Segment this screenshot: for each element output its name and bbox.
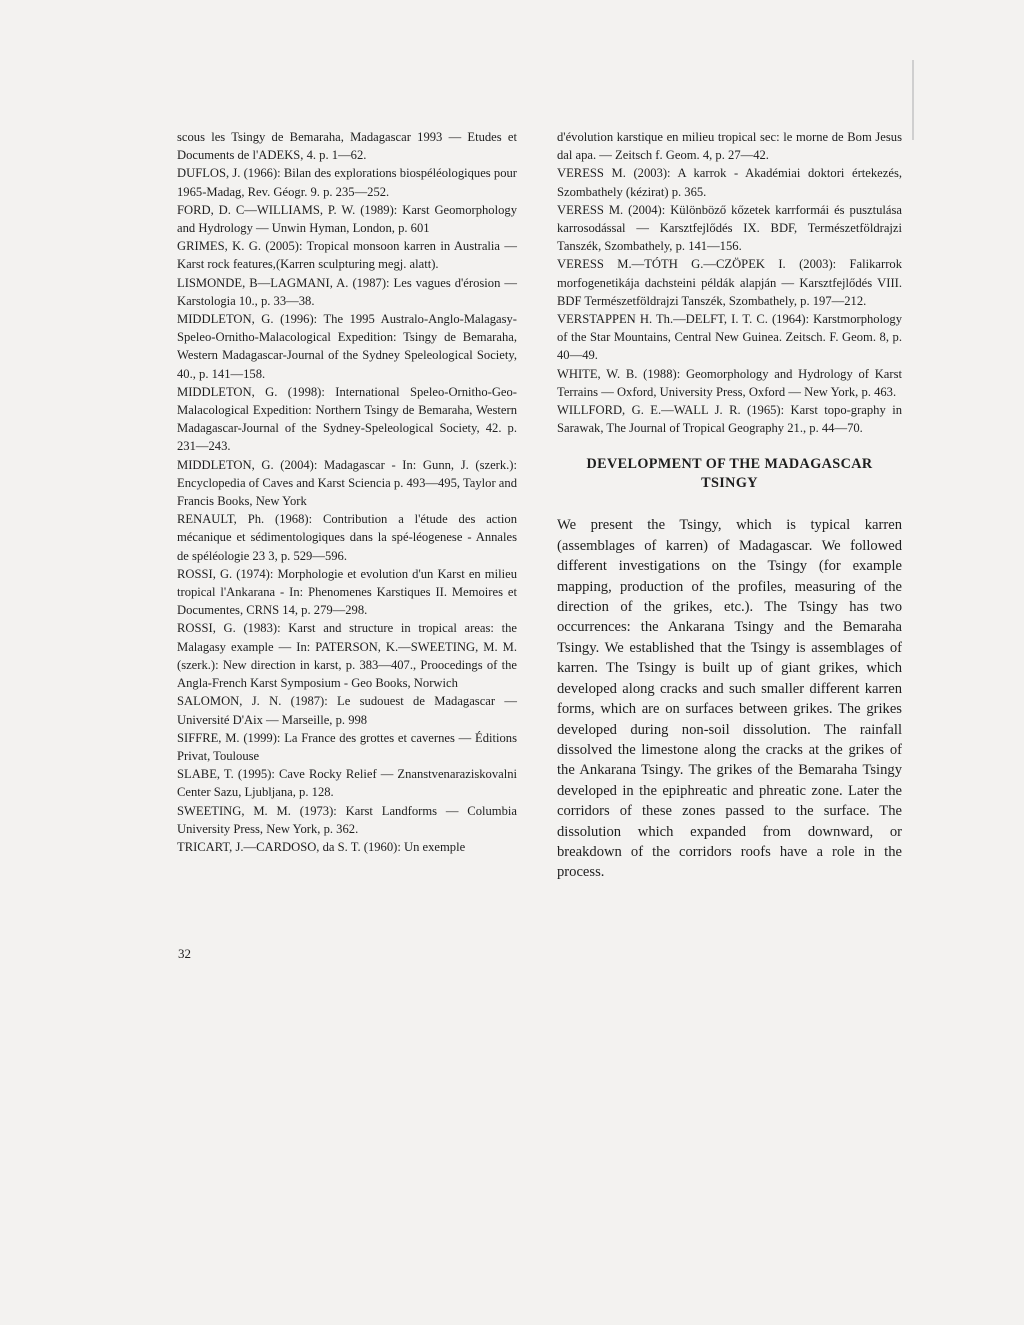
reference-item: MIDDLETON, G. (1998): International Speleo-Ornitho-Geo-Malacological Expedition: Northern Tsingy de Bemaraha, Western Madagascar-Journal of the Sydney-Speleological Society, 42. p. 231—243. [177,384,517,454]
reference-item: MIDDLETON, G. (2004): Madagascar - In: Gunn, J. (szerk.): Encyclopedia of Caves and Karst Sciencia p. 493—495, Taylor and Francis Books, New York [177,457,517,509]
abstract-paragraph: We present the Tsingy, which is typical karren (assemblages of karren) of Madagascar. We followed different investigations on the Tsingy (for example mapping, production of the profiles, measuring of the direction of the grikes, etc.). The Tsingy has two occurrences: the Ankarana Tsingy and the Bemaraha Tsingy. We established that the Tsingy is assemblages of karren. The Tsingy is built up of giant grikes, which developed along cracks and such smaller different karren forms, which are on surfaces between grikes. The grikes developed during non-soil dissolution. The rainfall dissolved the limestone along the cracks at the grikes of the Ankarana Tsingy. The grikes of the Bemaraha Tsingy developed in the epiphreatic and phreatic zone. Later the corridors of these zones passed to the surface. The dissolution which expanded from downward, or breakdown of the corridors roofs have a role in the process. [557,517,902,881]
reference-item: RENAULT, Ph. (1968): Contribution a l'étude des action mécanique et sédimentologiques dans la spé-léogenese - Annales de spéléologie 23 3, p. 529—596. [177,512,517,563]
reference-item: SALOMON, J. N. (1987): Le sudouest de Madagascar — Université D'Aix — Marseille, p. 998 [177,694,517,727]
reference-item: FORD, D. C—WILLIAMS, P. W. (1989): Karst Geomorphology and Hydrology — Unwin Hyman, London, p. 601 [177,202,517,236]
scan-edge-mark [912,60,914,140]
reference-item: VERESS M.—TÓTH G.—CZÖPEK I. (2003): Falikarrok morfogenetikája dachsteini példák alapján — Karsztfejlődés VIII. BDF Természetföldrajzi Tanszék, Szombathely, p. 197—212. [557,257,902,308]
reference-item: scous les Tsingy de Bemaraha, Madagascar 1993 — Etudes et Documents de l'ADEKS, 4. p. 1—62. [177,130,517,163]
reference-item: SIFFRE, M. (1999): La France des grottes et cavernes — Éditions Privat, Toulouse [177,730,517,763]
reference-item: SLABE, T. (1995): Cave Rocky Relief — Znanstvenaraziskovalni Center Sazu, Ljubljana, p. 128. [177,767,517,800]
left-column [177,128,517,856]
reference-item: VERSTAPPEN H. Th.—DELFT, I. T. C. (1964): Karstmorphology of the Star Mountains, Central New Guinea. Zeitsch. F. Geom. 8, p. 40—49. [557,312,902,363]
page-number: 32 [178,946,191,961]
reference-item: ROSSI, G. (1974): Morphologie et evolution d'un Karst en milieu tropical l'Ankarana - In: Phenomenes Karstiques II. Memoires et Documentes, CRNS 14, p. 279—298. [177,566,517,618]
reference-item: ROSSI, G. (1983): Karst and structure in tropical areas: the Malagasy example — In: PATERSON, K.—SWEETING, M. M. (szerk.): New direction in karst, p. 383—407., Proocedings of the Angla-French Karst Symposium - Geo Books, Norwich [177,621,517,691]
reference-item: DUFLOS, J. (1966): Bilan des explorations biospéléologiques pour 1965-Madag, Rev. Géogr. 9. p. 235—252. [177,166,517,199]
reference-item: VERESS M. (2003): A karrok - Akadémiai doktori értekezés, Szombathely (kézirat) p. 365. [557,166,902,199]
reference-item: MIDDLETON, G. (1996): The 1995 Australo-Anglo-Malagasy-Speleo-Ornitho-Malacological Expedition: Tsingy de Bemaraha, Western Madagascar-Journal of the Sydney Speleological Society, 40., p. 141—158. [177,312,517,381]
right-column [557,128,902,883]
reference-item: SWEETING, M. M. (1973): Karst Landforms — Columbia University Press, New York, p. 362. [177,803,517,836]
reference-item: VERESS M. (2004): Különböző kőzetek karrformái és pusztulása karrosodással — Karsztfejlődés IX. BDF, Természetföldrajzi Tanszék, Szombathely, p. 141—156. [557,202,902,254]
reference-item: TRICART, J.—CARDOSO, da S. T. (1960): Un exemple [177,839,466,854]
reference-item: d'évolution karstique en milieu tropical sec: le morne de Bom Jesus dal apa. — Zeitsch f. Geom. 4, p. 27—42. [557,130,902,163]
reference-item: WILLFORD, G. E.—WALL J. R. (1965): Karst topo-graphy in Sarawak, The Journal of Tropical Geography 21., p. 44—70. [557,403,902,436]
section-title: DEVELOPMENT OF THE MADAGASCAR TSINGY [586,456,873,492]
reference-item: LISMONDE, B—LAGMANI, A. (1987): Les vagues d'érosion — Karstologia 10., p. 33—38. [177,275,517,308]
reference-item: WHITE, W. B. (1988): Geomorphology and Hydrology of Karst Terrains — Oxford, University Press, Oxford — New York, p. 463. [557,366,902,399]
reference-item: GRIMES, K. G. (2005): Tropical monsoon karren in Australia — Karst rock features,(Karren sculpturing megj. alatt). [177,239,517,272]
